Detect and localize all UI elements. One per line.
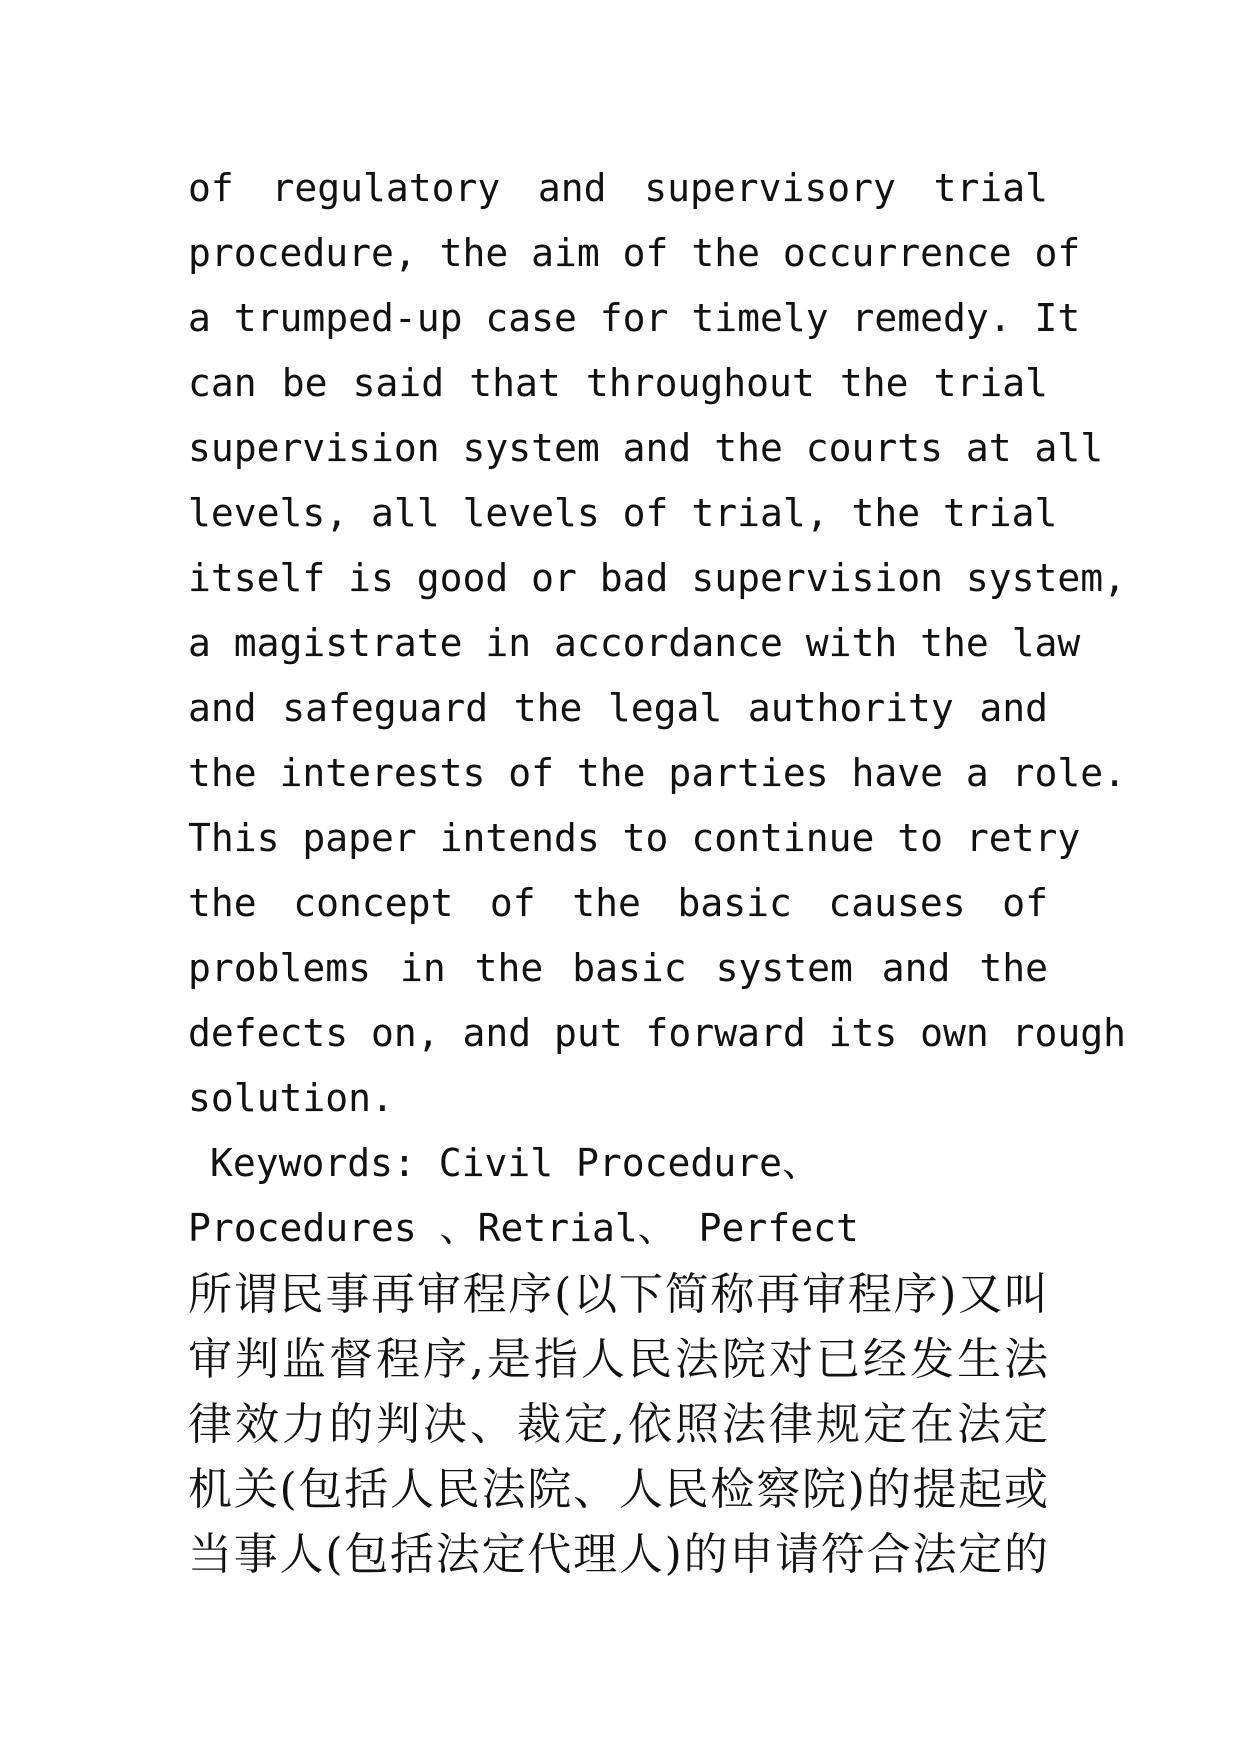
english-abstract	[188, 156, 1126, 1261]
abstract-line: can be said that throughout the trial	[188, 361, 1048, 405]
body-line: 当事人(包括法定代理人)的申请符合法定的	[188, 1529, 1048, 1580]
abstract-line: a magistrate in accordance with the law	[188, 621, 1081, 665]
body-line: 审判监督程序,是指人民法院对已经发生法	[188, 1334, 1048, 1385]
body-line: 机关(包括人民法院、人民检察院)的提起或	[188, 1464, 1048, 1515]
abstract-line: levels, all levels of trial, the trial	[188, 491, 1058, 535]
abstract-line: This paper intends to continue to retry	[188, 816, 1081, 860]
abstract-line: of regulatory and supervisory trial	[188, 166, 1048, 210]
body-line: 所谓民事再审程序(以下简称再审程序)又叫	[188, 1269, 1048, 1320]
abstract-line: itself is good or bad supervision system,	[188, 556, 1126, 600]
chinese-body	[188, 1262, 1048, 1587]
abstract-line: and safeguard the legal authority and	[188, 686, 1048, 730]
abstract-line: the interests of the parties have a role.	[188, 751, 1126, 795]
abstract-line: defects on, and put forward its own rough	[188, 1011, 1126, 1055]
keywords-line: Procedures 、Retrial、 Perfect	[188, 1206, 859, 1250]
abstract-line: solution.	[188, 1076, 394, 1120]
abstract-line: procedure, the aim of the occurrence of	[188, 231, 1081, 275]
abstract-line: supervision system and the courts at all	[188, 426, 1104, 470]
body-line: 律效力的判决、裁定,依照法律规定在法定	[188, 1399, 1048, 1450]
abstract-line: a trumped-up case for timely remedy. It	[188, 296, 1081, 340]
abstract-line: the concept of the basic causes of	[188, 881, 1048, 925]
abstract-line: problems in the basic system and the	[188, 946, 1048, 990]
keywords-line: Keywords: Civil Procedure、	[210, 1141, 820, 1185]
